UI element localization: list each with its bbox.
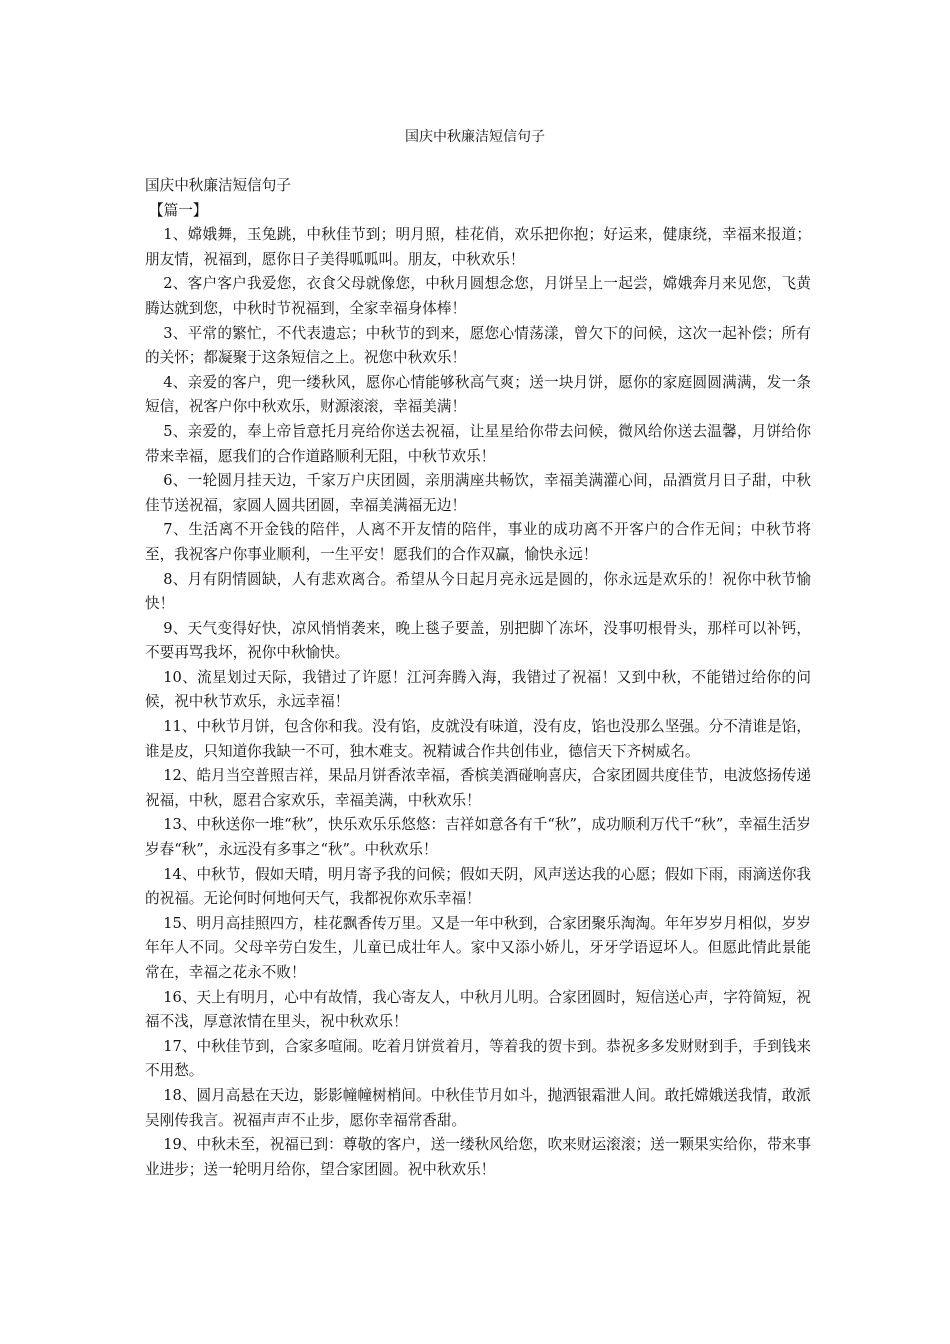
list-item: 11、中秋节月饼，包含你和我。没有馅，皮就没有味道，没有皮，馅也没那么坚强。分不清谁是馅，谁是皮，只知道你我缺一不可，独木难支。祝精诚合作共创伟业，德信天下齐树威名。 (145, 718, 811, 760)
list-item: 7、生活离不开金钱的陪伴，人离不开友情的陪伴，事业的成功离不开客户的合作无间；中秋节将至，我祝客户你事业顺利，一生平安！愿我们的合作双赢，愉快永远！ (145, 521, 811, 563)
list-item: 17、中秋佳节到，合家多喧闹。吃着月饼赏着月，等着我的贺卡到。恭祝多多发财财到手，手到钱来不用愁。 (145, 1037, 811, 1080)
list-item: 14、中秋节，假如天晴，明月寄予我的问候；假如天阴，风声送达我的心愿；假如下雨，雨滴送你我的祝福。无论何时何地何天气，我都祝你欢乐幸福！ (145, 865, 811, 908)
list-item: 1、嫦娥舞，玉兔跳，中秋佳节到；明月照，桂花俏，欢乐把你抱；好运来，健康绕，幸福来报道；朋友情，祝福到，愿你日子美得呱呱叫。朋友，中秋欢乐！ (145, 226, 811, 268)
list-item: 16、天上有明月，心中有故情，我心寄友人，中秋月儿明。合家团圆时，短信送心声，字符简短，祝福不浅，厚意浓情在里头，祝中秋欢乐！ (145, 988, 811, 1031)
list-item: 2、客户客户我爱您，衣食父母就像您，中秋月圆想念您，月饼呈上一起尝，嫦娥奔月来见您，飞黄腾达就到您，中秋时节祝福到，全家幸福身体棒！ (145, 275, 811, 317)
list-item: 13、中秋送你一堆“秋”，快乐欢乐乐悠悠：吉祥如意各有千“秋”，成功顺利万代千“秋”，幸福生活岁岁春“秋”，永远没有多事之“秋”。中秋欢乐！ (145, 816, 811, 859)
list-item: 4、亲爱的客户，兜一缕秋风，愿你心情能够秋高气爽；送一块月饼，愿你的家庭圆圆满满，发一条短信，祝客户你中秋欢乐，财源滚滚，幸福美满！ (145, 373, 811, 416)
list-item: 5、亲爱的，奉上帝旨意托月亮给你送去祝福，让星星给你带去问候，微风给你送去温馨，月饼给你带来幸福，愿我们的合作道路顺利无阻，中秋节欢乐！ (145, 422, 811, 465)
list-item: 19、中秋未至，祝福已到：尊敬的客户，送一缕秋风给您，吹来财运滚滚；送一颗果实给你，带来事业进步；送一轮明月给你，望合家团圆。祝中秋欢乐！ (145, 1136, 811, 1178)
list-item: 10、流星划过天际，我错过了许愿！江河奔腾入海，我错过了祝福！又到中秋，不能错过给你的问候，祝中秋节欢乐，永远幸福！ (145, 668, 811, 711)
document-subtitle: 国庆中秋廉洁短信句子 (145, 177, 291, 194)
list-item: 9、天气变得好快，凉风悄悄袭来，晚上毯子要盖，别把脚丫冻坏，没事叨根骨头，那样可以补钙，不要再骂我坏，祝你中秋愉快。 (145, 619, 811, 662)
document-body (145, 174, 811, 1182)
list-item: 3、平常的繁忙，不代表遗忘；中秋节的到来，愿您心情荡漾，曾欠下的问候，这次一起补偿；所有的关怀；都凝聚于这条短信之上。祝您中秋欢乐！ (145, 324, 811, 367)
list-item: 8、月有阴情圆缺，人有悲欢离合。希望从今日起月亮永远是圆的，你永远是欢乐的！祝你中秋节愉快！ (145, 570, 811, 613)
section-heading: 【篇一】 (149, 201, 208, 219)
list-item: 12、皓月当空普照吉祥，果品月饼香浓幸福，香槟美酒碰响喜庆，合家团圆共度佳节，电波悠扬传递祝福，中秋，愿君合家欢乐，幸福美满，中秋欢乐！ (145, 767, 811, 809)
list-item: 15、明月高挂照四方，桂花飘香传万里。又是一年中秋到，合家团聚乐淘淘。年年岁岁月相似，岁岁年年人不同。父母辛劳白发生，儿童已成壮年人。家中又添小娇儿，牙牙学语逗坏人。但愿此情此景能常在，幸福之花永不败！ (145, 914, 811, 981)
list-item: 6、一轮圆月挂天边，千家万户庆团圆，亲朋满座共畅饮，幸福美满灌心间，品酒赏月日子甜，中秋佳节送祝福，家圆人圆共团圆，幸福美满福无边！ (145, 472, 811, 514)
document-title: 国庆中秋廉洁短信句子 (405, 129, 545, 145)
list-item: 18、圆月高悬在天边，影影幢幢树梢间。中秋佳节月如斗，抛洒银霜泄人间。敢托嫦娥送我情，敢派吴刚传我言。祝福声声不止步，愿你幸福常香甜。 (145, 1086, 811, 1129)
